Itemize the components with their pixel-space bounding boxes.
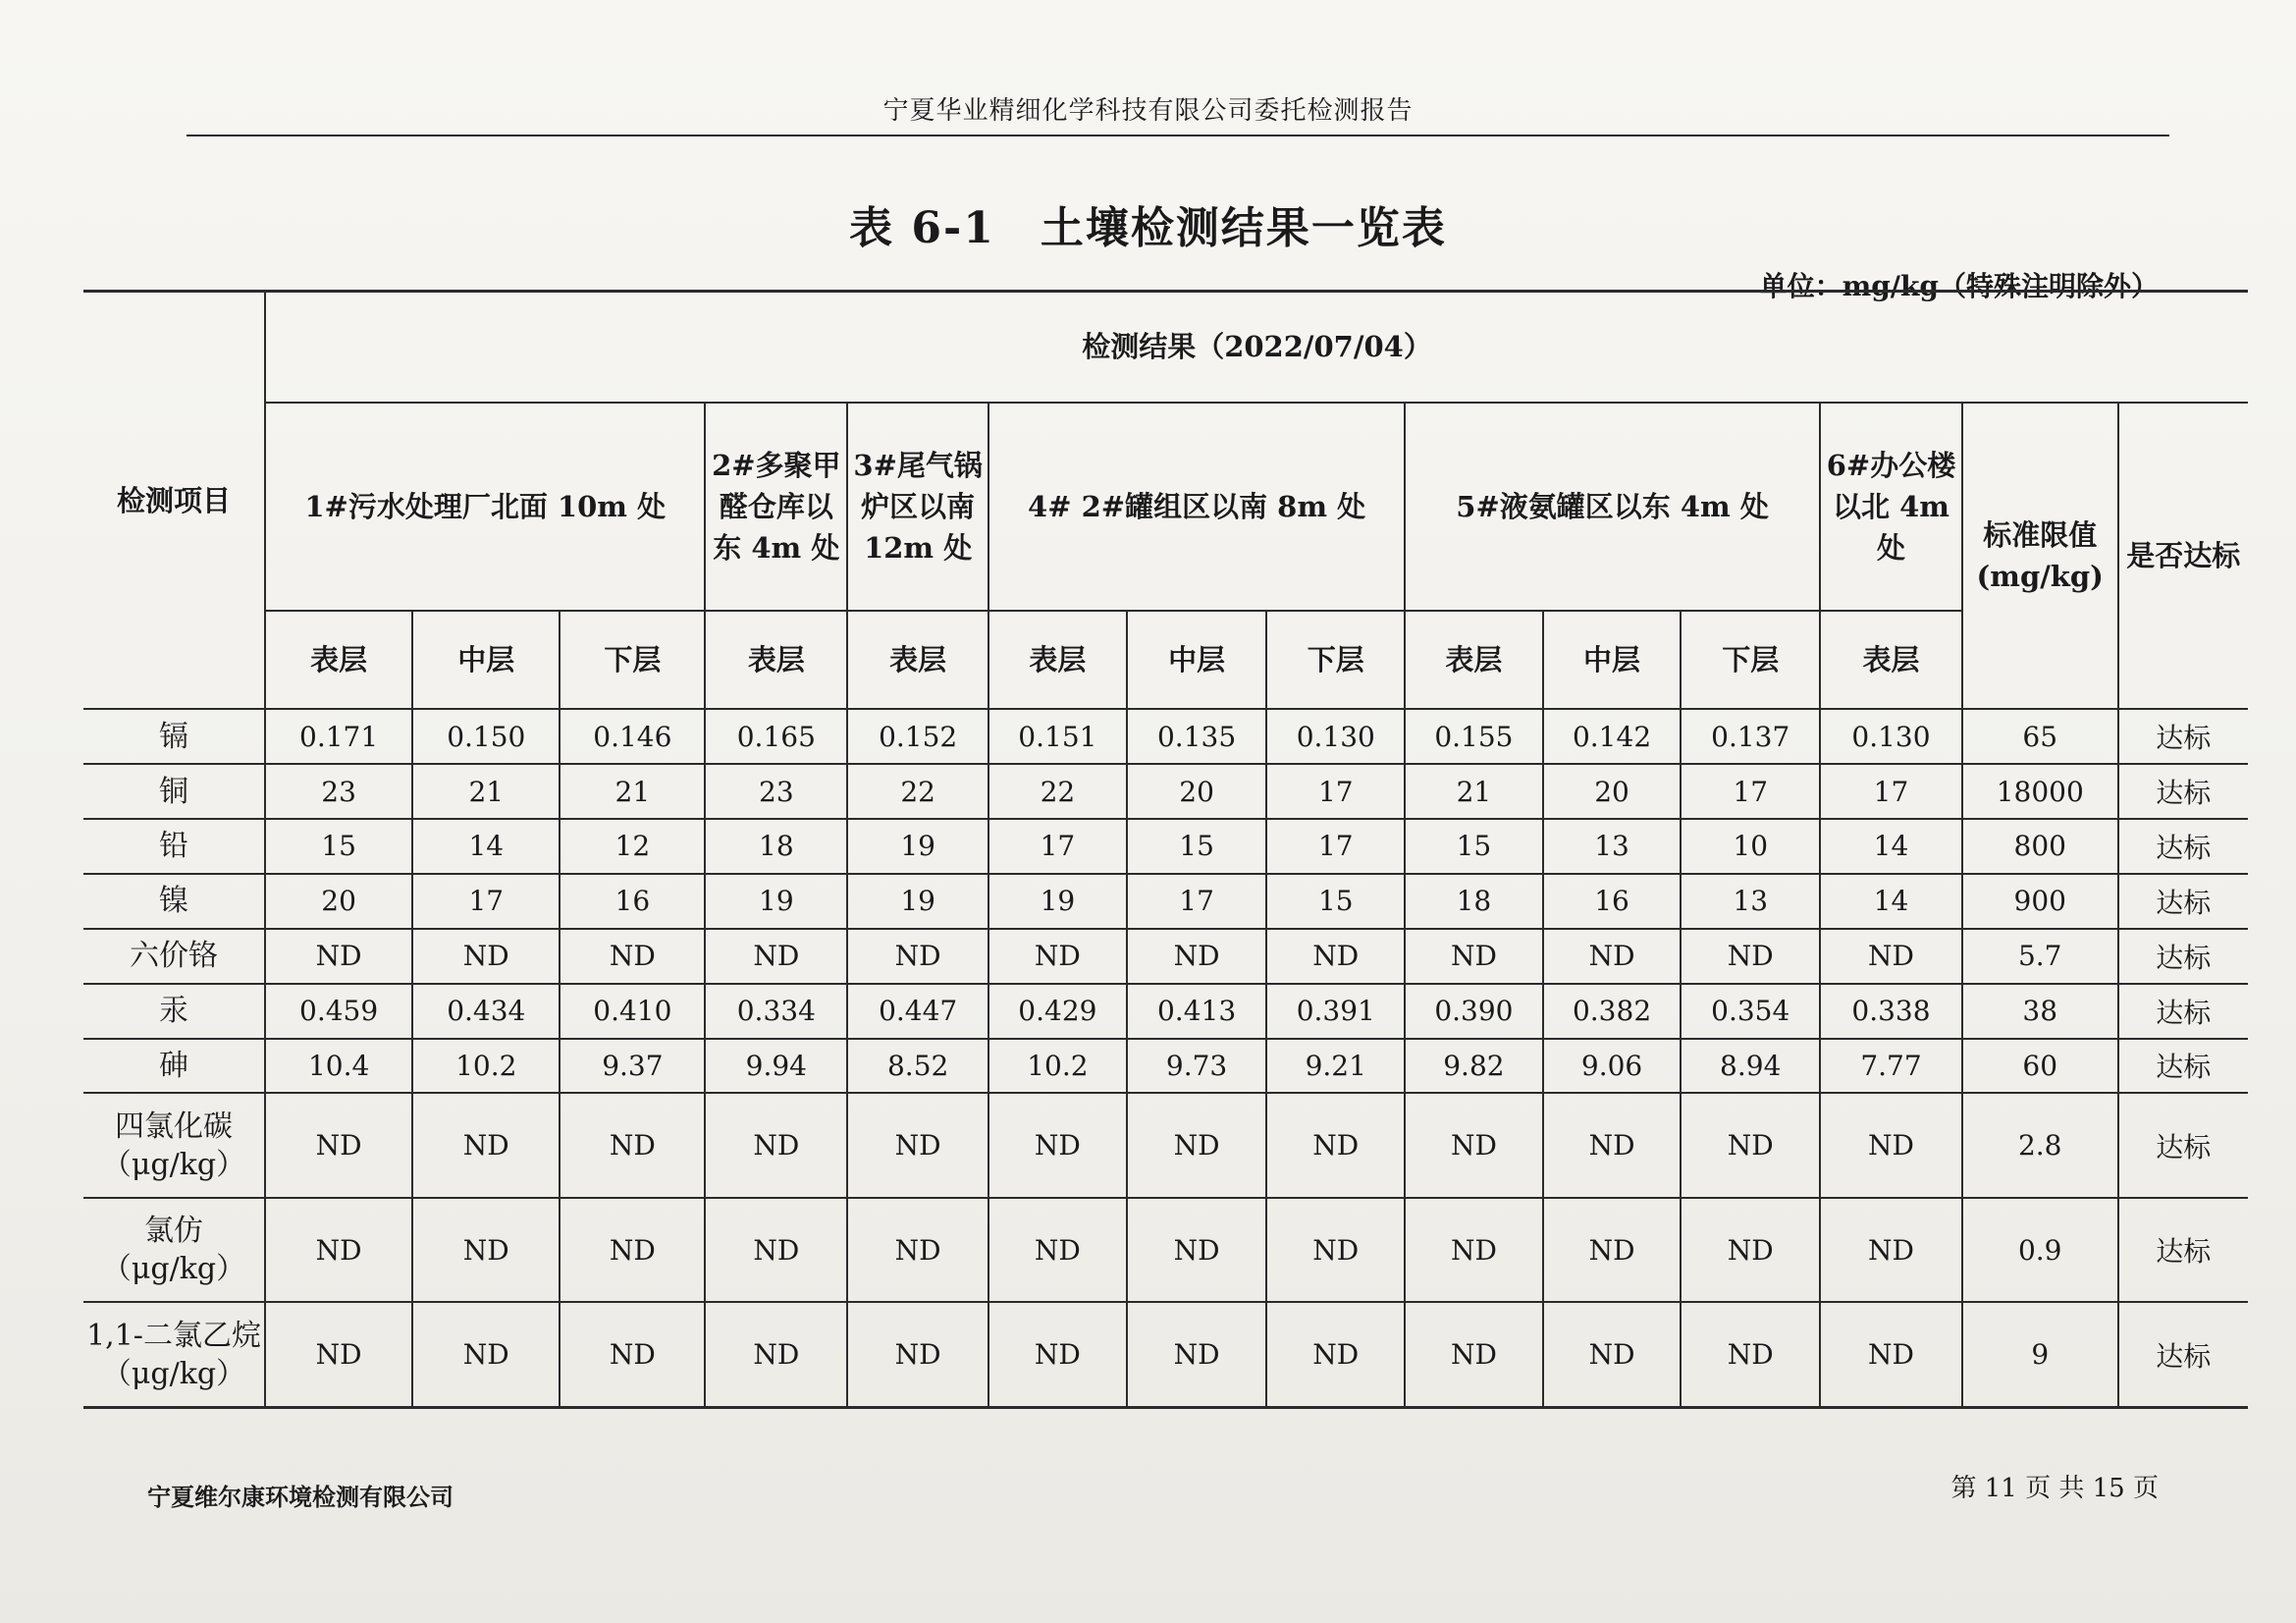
result-cell: ND (1127, 1302, 1267, 1407)
result-cell: 9.94 (705, 1039, 847, 1094)
result-cell: 17 (1266, 819, 1405, 874)
limit-cell: 18000 (1962, 764, 2118, 819)
result-cell: ND (1681, 1093, 1820, 1197)
result-cell: 14 (1820, 874, 1962, 929)
result-cell: ND (705, 929, 847, 984)
header-layer: 中层 (412, 611, 560, 709)
result-cell: 0.155 (1405, 709, 1543, 764)
row-item: 铜 (83, 764, 265, 819)
result-cell: ND (1820, 1093, 1962, 1197)
header-layer: 表层 (847, 611, 988, 709)
footer-page-info: 第 11 页 共 15 页 (1950, 1474, 2159, 1503)
result-cell: ND (1127, 1198, 1267, 1302)
table-title: 表 6-1 土壤检测结果一览表 (849, 203, 1447, 253)
header-layer: 表层 (1820, 611, 1962, 709)
compliance-cell: 达标 (2118, 1093, 2248, 1197)
limit-cell: 65 (1962, 709, 2118, 764)
row-item: 镍 (83, 874, 265, 929)
limit-cell: 800 (1962, 819, 2118, 874)
result-cell: 9.73 (1127, 1039, 1267, 1094)
result-cell: 17 (1820, 764, 1962, 819)
footer-company: 宁夏维尔康环境检测有限公司 (147, 1483, 454, 1511)
result-cell: 0.165 (705, 709, 847, 764)
table-row (83, 1198, 2248, 1302)
table-row (83, 1093, 2248, 1197)
header-layer: 下层 (1681, 611, 1820, 709)
result-cell: 20 (1543, 764, 1682, 819)
header-location-5: 5#液氨罐区以东 4m 处 (1405, 403, 1820, 612)
row-item: 1,1-二氯乙烷（μg/kg） (83, 1302, 265, 1407)
result-cell: ND (705, 1302, 847, 1407)
result-cell: ND (1543, 929, 1682, 984)
compliance-cell: 达标 (2118, 819, 2248, 874)
result-cell: ND (265, 1302, 412, 1407)
result-cell: ND (705, 1198, 847, 1302)
row-item: 六价铬 (83, 929, 265, 984)
limit-cell: 60 (1962, 1039, 2118, 1094)
header-limit: 标准限值 (mg/kg) (1962, 403, 2118, 710)
result-cell: ND (1127, 1093, 1267, 1197)
header-layer: 中层 (1127, 611, 1267, 709)
result-cell: 14 (1820, 819, 1962, 874)
result-cell: 20 (265, 874, 412, 929)
table-row (83, 929, 2248, 984)
row-item: 汞 (83, 984, 265, 1039)
result-cell: 0.150 (412, 709, 560, 764)
result-cell: ND (1681, 1302, 1820, 1407)
result-cell: ND (1543, 1198, 1682, 1302)
result-cell: 19 (705, 874, 847, 929)
result-cell: 0.410 (560, 984, 705, 1039)
result-cell: 10.2 (988, 1039, 1127, 1094)
result-cell: ND (1405, 1093, 1543, 1197)
result-cell: ND (265, 1093, 412, 1197)
compliance-cell: 达标 (2118, 1198, 2248, 1302)
header-layer: 表层 (988, 611, 1127, 709)
result-cell: ND (1405, 1302, 1543, 1407)
result-cell: 17 (988, 819, 1127, 874)
result-cell: 17 (1266, 764, 1405, 819)
result-cell: ND (412, 1198, 560, 1302)
result-cell: 22 (847, 764, 988, 819)
compliance-cell: 达标 (2118, 984, 2248, 1039)
result-cell: ND (1266, 929, 1405, 984)
result-cell: 0.334 (705, 984, 847, 1039)
result-cell: 23 (265, 764, 412, 819)
row-item: 四氯化碳（μg/kg） (83, 1093, 265, 1197)
result-cell: ND (1820, 1198, 1962, 1302)
report-header-title: 宁夏华业精细化学科技有限公司委托检测报告 (882, 96, 1414, 126)
header-layer: 中层 (1543, 611, 1682, 709)
result-cell: ND (847, 929, 988, 984)
table-row (83, 1039, 2248, 1094)
result-cell: ND (1681, 929, 1820, 984)
row-item: 铅 (83, 819, 265, 874)
header-layer: 表层 (265, 611, 412, 709)
result-cell: ND (560, 929, 705, 984)
result-cell: 0.130 (1820, 709, 1962, 764)
table-row (83, 874, 2248, 929)
result-cell: 13 (1681, 874, 1820, 929)
result-cell: ND (847, 1302, 988, 1407)
header-location-3: 3#尾气锅炉区以南 12m 处 (847, 403, 988, 612)
result-cell: 7.77 (1820, 1039, 1962, 1094)
result-cell: 0.152 (847, 709, 988, 764)
header-layer: 下层 (1266, 611, 1405, 709)
result-cell: 14 (412, 819, 560, 874)
result-cell: ND (560, 1093, 705, 1197)
result-cell: ND (847, 1093, 988, 1197)
result-cell: 0.137 (1681, 709, 1820, 764)
limit-cell: 900 (1962, 874, 2118, 929)
row-item: 氯仿（μg/kg） (83, 1198, 265, 1302)
result-cell: ND (1543, 1093, 1682, 1197)
limit-cell: 2.8 (1962, 1093, 2118, 1197)
result-cell: 0.447 (847, 984, 988, 1039)
compliance-cell: 达标 (2118, 1039, 2248, 1094)
header-item: 检测项目 (83, 292, 265, 710)
result-cell: ND (560, 1302, 705, 1407)
result-cell: 12 (560, 819, 705, 874)
table-row (83, 709, 2248, 764)
result-cell: ND (1820, 1302, 1962, 1407)
result-cell: 0.429 (988, 984, 1127, 1039)
header-results-group: 检测结果（2022/07/04） (265, 292, 2248, 403)
result-cell: 10.2 (412, 1039, 560, 1094)
result-cell: 15 (1127, 819, 1267, 874)
result-cell: 21 (412, 764, 560, 819)
result-cell: 19 (847, 819, 988, 874)
result-cell: ND (1266, 1302, 1405, 1407)
result-cell: 0.354 (1681, 984, 1820, 1039)
result-cell: 18 (1405, 874, 1543, 929)
result-cell: 10 (1681, 819, 1820, 874)
result-cell: 19 (847, 874, 988, 929)
result-cell: 17 (1127, 874, 1267, 929)
result-cell: 8.52 (847, 1039, 988, 1094)
result-cell: 10.4 (265, 1039, 412, 1094)
result-cell: 15 (1405, 819, 1543, 874)
header-location-4: 4# 2#罐组区以南 8m 处 (988, 403, 1405, 612)
header-location-6: 6#办公楼以北 4m 处 (1820, 403, 1962, 612)
header-layer: 表层 (705, 611, 847, 709)
result-cell: 13 (1543, 819, 1682, 874)
result-cell: 15 (1266, 874, 1405, 929)
result-cell: ND (560, 1198, 705, 1302)
result-cell: 0.171 (265, 709, 412, 764)
result-cell: 0.391 (1266, 984, 1405, 1039)
result-cell: ND (847, 1198, 988, 1302)
result-cell: 16 (560, 874, 705, 929)
row-item: 镉 (83, 709, 265, 764)
result-cell: 17 (1681, 764, 1820, 819)
limit-cell: 38 (1962, 984, 2118, 1039)
header-divider (187, 135, 2169, 136)
result-cell: 21 (560, 764, 705, 819)
unit-note: 单位：mg/kg（特殊注明除外） (1759, 270, 2159, 302)
result-cell: ND (265, 1198, 412, 1302)
result-cell: 0.434 (412, 984, 560, 1039)
result-cell: 20 (1127, 764, 1267, 819)
result-cell: ND (988, 1198, 1127, 1302)
header-location-1: 1#污水处理厂北面 10m 处 (265, 403, 705, 612)
result-cell: 23 (705, 764, 847, 819)
compliance-cell: 达标 (2118, 764, 2248, 819)
result-cell: 0.151 (988, 709, 1127, 764)
result-cell: ND (1266, 1198, 1405, 1302)
result-cell: 22 (988, 764, 1127, 819)
result-cell: 19 (988, 874, 1127, 929)
header-compliance: 是否达标 (2118, 403, 2248, 710)
result-cell: 0.146 (560, 709, 705, 764)
result-cell: 8.94 (1681, 1039, 1820, 1094)
result-cell: 18 (705, 819, 847, 874)
result-cell: 0.142 (1543, 709, 1682, 764)
result-cell: ND (1681, 1198, 1820, 1302)
result-cell: 0.413 (1127, 984, 1267, 1039)
soil-results-table (83, 290, 2248, 1409)
result-cell: ND (412, 929, 560, 984)
compliance-cell: 达标 (2118, 1302, 2248, 1407)
result-cell: ND (1543, 1302, 1682, 1407)
result-cell: 0.130 (1266, 709, 1405, 764)
table-row (83, 764, 2248, 819)
result-cell: 0.390 (1405, 984, 1543, 1039)
result-cell: 9.06 (1543, 1039, 1682, 1094)
result-cell: ND (988, 1093, 1127, 1197)
header-layer: 表层 (1405, 611, 1543, 709)
compliance-cell: 达标 (2118, 874, 2248, 929)
limit-cell: 0.9 (1962, 1198, 2118, 1302)
result-cell: ND (988, 1302, 1127, 1407)
result-cell: 9.21 (1266, 1039, 1405, 1094)
result-cell: 0.338 (1820, 984, 1962, 1039)
result-cell: ND (988, 929, 1127, 984)
result-cell: ND (705, 1093, 847, 1197)
result-cell: ND (412, 1302, 560, 1407)
result-cell: 9.37 (560, 1039, 705, 1094)
result-cell: 16 (1543, 874, 1682, 929)
result-cell: ND (265, 929, 412, 984)
result-cell: 9.82 (1405, 1039, 1543, 1094)
result-cell: ND (1266, 1093, 1405, 1197)
result-cell: 15 (265, 819, 412, 874)
result-cell: 0.459 (265, 984, 412, 1039)
compliance-cell: 达标 (2118, 709, 2248, 764)
table-row (83, 1302, 2248, 1407)
compliance-cell: 达标 (2118, 929, 2248, 984)
table-row (83, 819, 2248, 874)
limit-cell: 9 (1962, 1302, 2118, 1407)
result-cell: 0.135 (1127, 709, 1267, 764)
result-cell: ND (412, 1093, 560, 1197)
header-location-2: 2#多聚甲醛仓库以东 4m 处 (705, 403, 847, 612)
result-cell: ND (1405, 929, 1543, 984)
row-item: 砷 (83, 1039, 265, 1094)
result-cell: 17 (412, 874, 560, 929)
result-cell: ND (1127, 929, 1267, 984)
result-cell: 21 (1405, 764, 1543, 819)
result-cell: ND (1405, 1198, 1543, 1302)
result-cell: 0.382 (1543, 984, 1682, 1039)
result-cell: ND (1820, 929, 1962, 984)
table-row (83, 984, 2248, 1039)
header-layer: 下层 (560, 611, 705, 709)
limit-cell: 5.7 (1962, 929, 2118, 984)
